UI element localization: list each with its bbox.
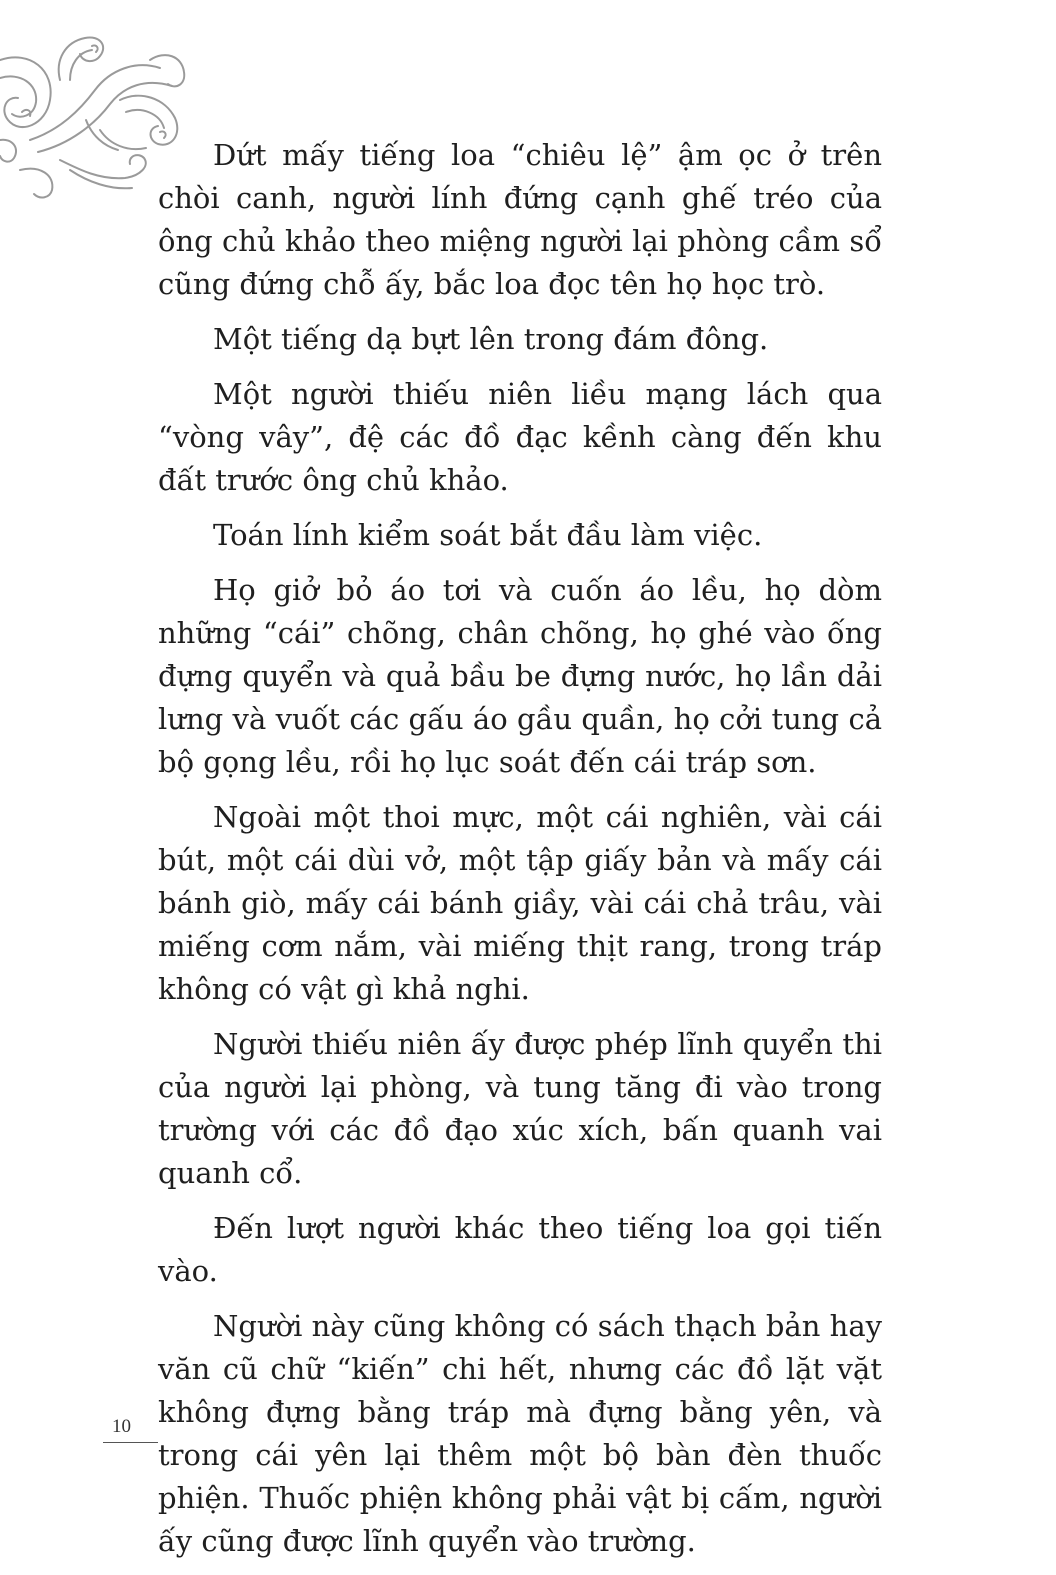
body-text: [158, 134, 882, 1575]
paragraph-8: Đến lượt người khác theo tiếng loa gọi tiến vào.: [158, 1211, 882, 1288]
paragraph-6: Ngoài một thoi mực, một cái nghiên, vài cái bút, một cái dùi vở, một tập giấy bản và mấy cái bánh giò, mấy cái bánh giầy, vài cái chả trâu, vài miếng cơm nắm, vài miếng thịt rang, trong tráp không có vật gì khả nghi.: [158, 800, 882, 1006]
paragraph-7: Người thiếu niên ấy được phép lĩnh quyển thi của người lại phòng, và tung tăng đi vào trong trường với các đồ đạo xúc xích, bấn quanh vai quanh cổ.: [158, 1027, 882, 1190]
page-number: 10: [112, 1416, 131, 1437]
paragraph-3: Một người thiếu niên liều mạng lách qua “vòng vây”, đệ các đồ đạc kềnh càng đến khu đất trước ông chủ khảo.: [158, 377, 882, 497]
paragraph-5: Họ giở bỏ áo tơi và cuốn áo lều, họ dòm những “cái” chõng, chân chõng, họ ghé vào ống đựng quyển và quả bầu be đựng nước, họ lần dải lưng và vuốt các gấu áo gầu quần, họ cởi tung cả bộ gọng lều, rồi họ lục soát đến cái tráp sơn.: [158, 573, 882, 779]
paragraph-1: Dứt mấy tiếng loa “chiêu lệ” ậm ọc ở trên chòi canh, người lính đứng cạnh ghế tréo của ông chủ khảo theo miệng người lại phòng cầm sổ cũng đứng chỗ ấy, bắc loa đọc tên họ học trò.: [158, 138, 882, 301]
paragraph-2: Một tiếng dạ bựt lên trong đám đông.: [213, 322, 769, 356]
paragraph-4: Toán lính kiểm soát bắt đầu làm việc.: [213, 518, 763, 552]
footer-rule: [103, 1442, 158, 1443]
paragraph-9: Người này cũng không có sách thạch bản hay văn cũ chữ “kiến” chi hết, nhưng các đồ lặt vặt không đựng bằng tráp mà đựng bằng yên, và trong cái yên lại thêm một bộ bàn đèn thuốc phiện. Thuốc phiện không phải vật bị cấm, người ấy cũng được lĩnh quyển vào trường.: [158, 1309, 882, 1558]
